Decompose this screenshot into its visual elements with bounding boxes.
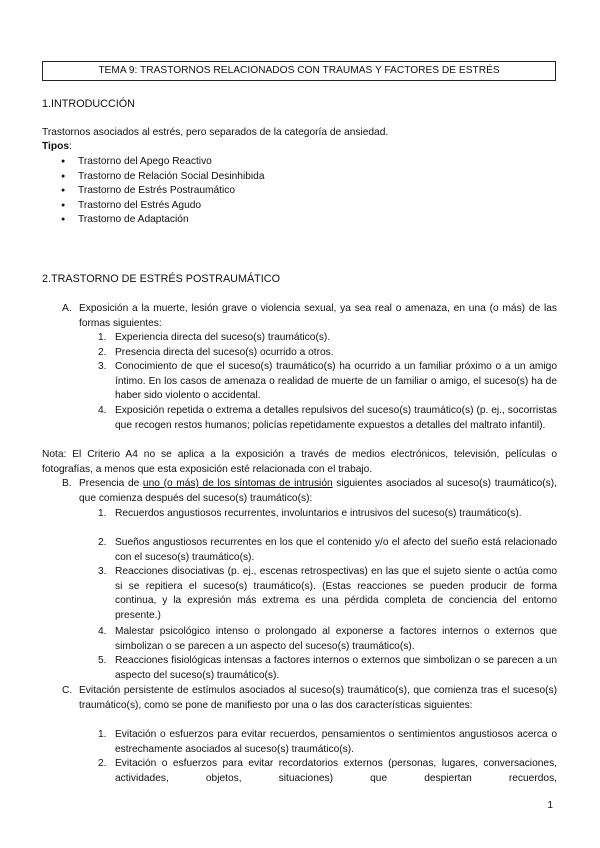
criterion-b-item-2: Sueños angustiosos recurrentes en los que el contenido y/o el afecto del sueño está relacionado con el suceso(s) traumático(s). [115, 537, 557, 563]
criterion-b-pre: Presencia de [79, 478, 143, 489]
tipos-colon: : [68, 141, 72, 152]
list-item: ● Trastorno del Apego Reactivo [42, 155, 265, 170]
intro-text: Trastornos asociados al estrés, pero separados de la categoría de ansiedad. [42, 127, 389, 138]
item-number: 1. [98, 332, 107, 343]
criterion-a-item-4: Exposición repetida o extrema a detalles repulsivos del suceso(s) traumático(s) (p. ej., socorristas que recogen restos humanos; policías repetidamente expuestos a detalles del maltrato infantil). [115, 405, 557, 431]
criterion-a-text: Exposición a la muerte, lesión grave o violencia sexual, ya sea real o amenaza, en una (o más) de las formas siguientes: [79, 303, 557, 329]
criterion-a-item-2: Presencia directa del suceso(s) ocurrido a otros. [115, 347, 334, 358]
nota-text: Nota: El Criterio A4 no se aplica a la exposición a través de medios electrónicos, televisión, películas o fotografías, a menos que esta exposición esté relacionada con el trabajo. [42, 449, 557, 475]
criterion-c-text: Evitación persistente de estímulos asociados al suceso(s) traumático(s), que comienza tras el suceso(s) traumático(s), como se pone de manifiesto por una o las dos características siguientes: [79, 685, 557, 711]
tipos-list [42, 155, 265, 228]
item-number: 3. [98, 361, 107, 372]
criterion-c-item-1: Evitación o esfuerzos para evitar recuerdos, pensamientos o sentimientos angustiosos acerca o estrechamente asociados al suceso(s) traumático(s). [115, 729, 557, 755]
tipos-label: Tipos [42, 141, 69, 152]
item-number: 5. [98, 655, 107, 666]
criterion-a-item-1: Experiencia directa del suceso(s) traumático(s). [115, 332, 331, 343]
list-item: ● Trastorno de Relación Social Desinhibida [42, 170, 265, 185]
criterion-c-marker: C. [62, 685, 73, 696]
item-number: 3. [98, 566, 107, 577]
criterion-b-item-3: Reacciones disociativas (p. ej., escenas retrospectivas) en las que el sujeto siente o actúa como si se repitiera el suceso(s) traumático(s). (Estas reacciones se pueden producir de forma continua, y la expresión más extrema es una pérdida completa de conciencia del entorno presente.) [115, 566, 557, 621]
page-title: TEMA 9: TRASTORNOS RELACIONADOS CON TRAUMAS Y FACTORES DE ESTRÉS [42, 61, 556, 81]
criterion-b-item-4: Malestar psicológico intenso o prolongado al exponerse a factores internos o externos que simbolizan o se parecen a un aspecto del suceso(s) traumático(s). [115, 626, 557, 652]
item-number: 2. [98, 537, 107, 548]
tipos-label-line [42, 140, 72, 155]
criterion-b-marker: B. [62, 478, 72, 489]
criterion-b-item-1: Recuerdos angustiosos recurrentes, involuntarios e intrusivos del suceso(s) traumático(s). [115, 508, 522, 519]
item-number: 1. [98, 508, 107, 519]
section-heading-introduccion: 1.INTRODUCCIÓN [42, 98, 135, 110]
criterion-b-item-5: Reacciones fisiológicas intensas a factores internos o externos que simbolizan o se parecen a un aspecto del suceso(s) traumático(s). [115, 655, 557, 681]
item-number: 4. [98, 626, 107, 637]
list-item: ● Trastorno del Estrés Agudo [42, 199, 265, 214]
list-item: ● Trastorno de Estrés Postraumático [42, 184, 265, 199]
item-number: 2. [98, 758, 107, 769]
page-number: 1 [547, 800, 553, 811]
criterion-a-item-3: Conocimiento de que el suceso(s) traumático(s) ha ocurrido a un familiar próximo o a un amigo íntimo. En los casos de amenaza o realidad de muerte de un familiar o amigo, el suceso(s) ha de haber sido violento o accidental. [115, 361, 557, 402]
list-item: ● Trastorno de Adaptación [42, 213, 265, 228]
criterion-b-text [79, 477, 557, 506]
item-number: 4. [98, 405, 107, 416]
criterion-c-item-2: Evitación o esfuerzos para evitar recordatorios externos (personas, lugares, conversaciones, actividades, objetos, situaciones) que despiertan recuerdos, [115, 758, 557, 784]
criterion-b-underlined: uno (o más) de los síntomas de intrusión [142, 478, 333, 489]
criterion-b-post: siguientes asociados al suceso(s) traumático(s), que comienza después del suceso(s) traumático(s): [79, 478, 557, 504]
section-heading-tept: 2.TRASTORNO DE ESTRÉS POSTRAUMÁTICO [42, 273, 280, 285]
criterion-a-marker: A. [62, 303, 72, 314]
item-number: 1. [98, 729, 107, 740]
item-number: 2. [98, 347, 107, 358]
